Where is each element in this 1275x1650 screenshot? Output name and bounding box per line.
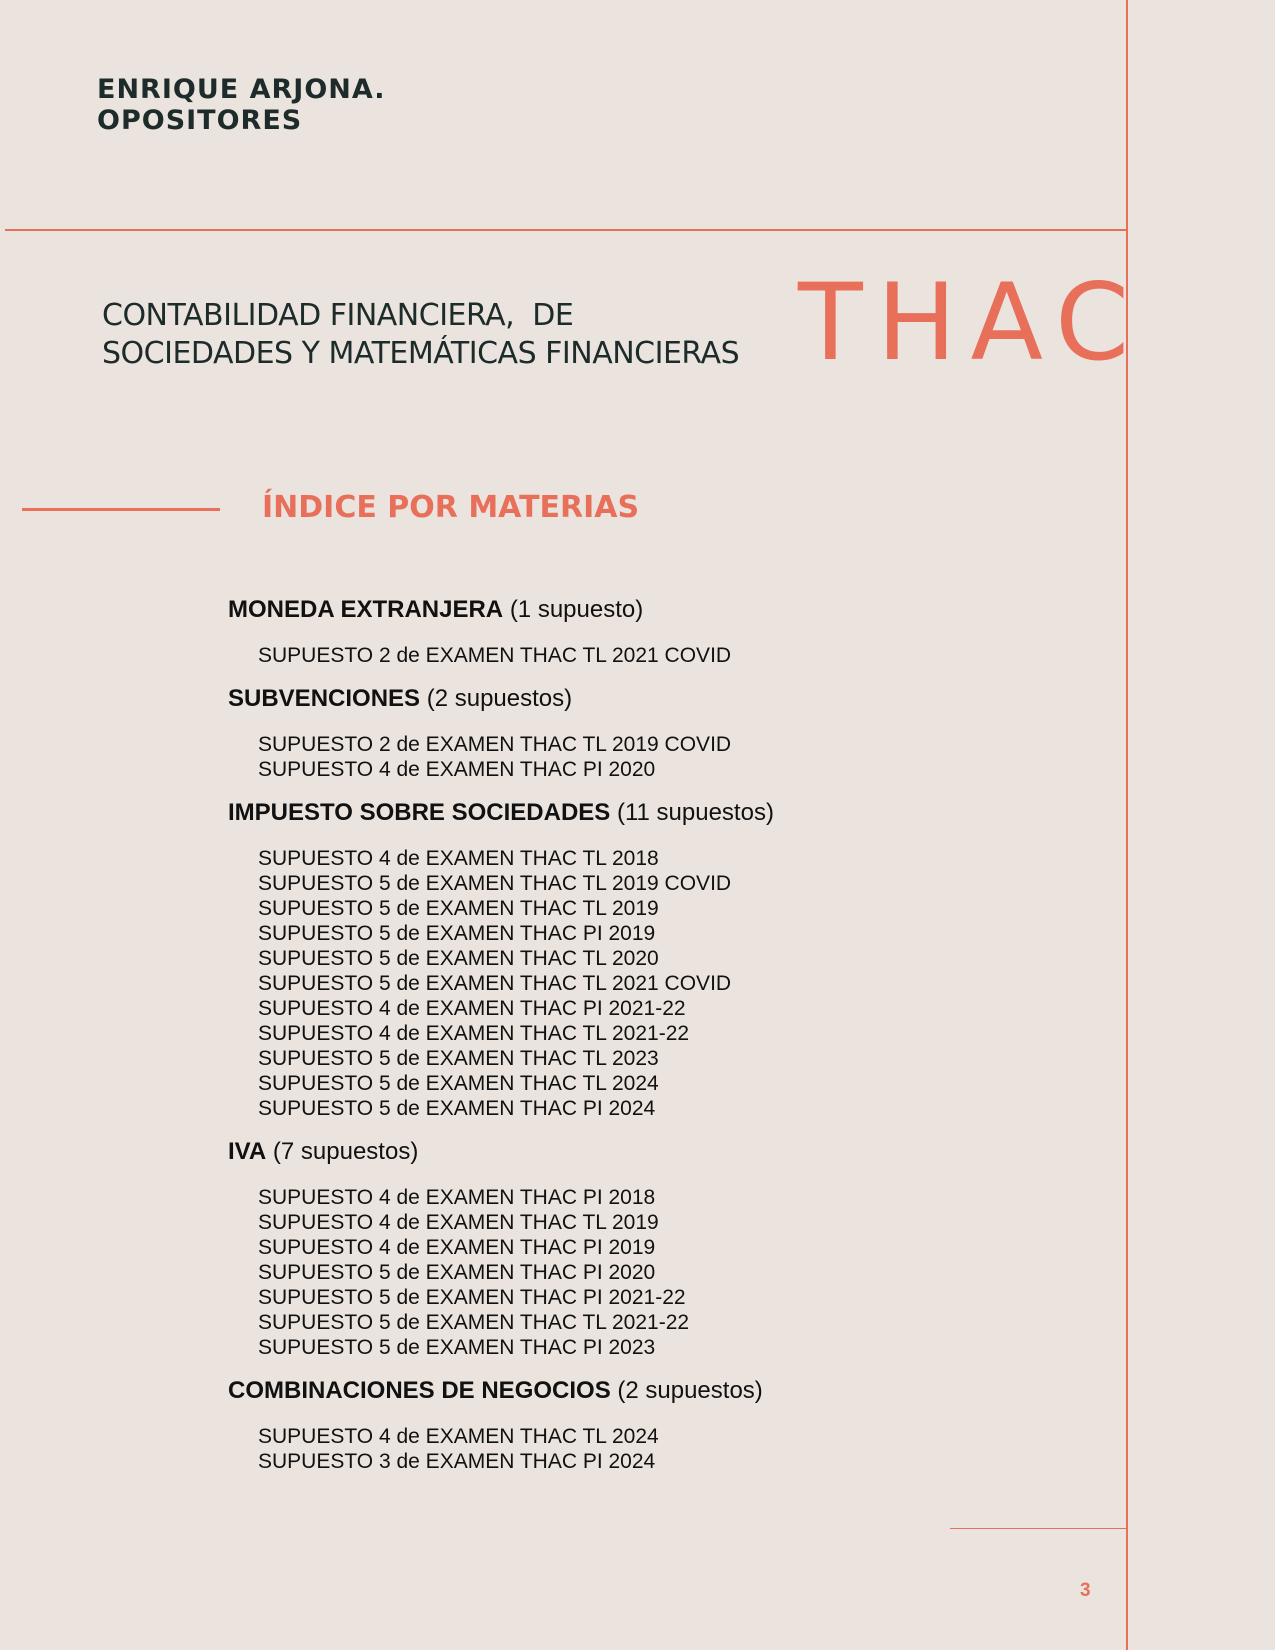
index-section	[228, 593, 1108, 668]
index-entry: SUPUESTO 3 de EXAMEN THAC PI 2024	[258, 1450, 656, 1473]
index-entry: SUPUESTO 4 de EXAMEN THAC PI 2019	[258, 1236, 656, 1259]
index-entry: SUPUESTO 5 de EXAMEN THAC TL 2021-22	[258, 1311, 690, 1334]
section-heading	[228, 593, 1108, 627]
index-entry: SUPUESTO 4 de EXAMEN THAC PI 2018	[258, 1186, 656, 1209]
page-number: 3	[1080, 1580, 1091, 1601]
index-section	[228, 682, 1108, 782]
index-entry: SUPUESTO 5 de EXAMEN THAC PI 2024	[258, 1097, 656, 1120]
section-name: COMBINACIONES DE NEGOCIOS	[228, 1377, 611, 1404]
index-section	[228, 796, 1108, 1121]
index-entry: SUPUESTO 5 de EXAMEN THAC PI 2020	[258, 1261, 656, 1284]
footer-divider	[950, 1528, 1126, 1529]
section-count: (2 supuestos)	[426, 685, 573, 712]
index-entry: SUPUESTO 2 de EXAMEN THAC TL 2019 COVID	[258, 733, 732, 756]
index-title: ÍNDICE POR MATERIAS	[262, 490, 640, 525]
index-entry: SUPUESTO 4 de EXAMEN THAC TL 2019	[258, 1211, 659, 1234]
section-name: MONEDA EXTRANJERA	[228, 596, 504, 623]
index-entry: SUPUESTO 2 de EXAMEN THAC TL 2021 COVID	[258, 644, 732, 667]
index-entry: SUPUESTO 5 de EXAMEN THAC PI 2021-22	[258, 1286, 686, 1309]
index-entry: SUPUESTO 5 de EXAMEN THAC TL 2020	[258, 947, 659, 970]
section-heading	[228, 1374, 1108, 1408]
index-entry: SUPUESTO 4 de EXAMEN THAC TL 2021-22	[258, 1022, 690, 1045]
index-title-rule	[22, 508, 220, 511]
index-entry: SUPUESTO 5 de EXAMEN THAC PI 2023	[258, 1336, 656, 1359]
index-entry: SUPUESTO 5 de EXAMEN THAC TL 2024	[258, 1072, 659, 1095]
section-heading	[228, 682, 1108, 716]
index-entry: SUPUESTO 5 de EXAMEN THAC PI 2019	[258, 922, 656, 945]
index-entry: SUPUESTO 5 de EXAMEN THAC TL 2023	[258, 1047, 659, 1070]
index-entry: SUPUESTO 4 de EXAMEN THAC TL 2024	[258, 1425, 659, 1448]
section-name: IVA	[228, 1138, 267, 1165]
header-divider	[5, 229, 1127, 231]
index-section	[228, 1135, 1108, 1360]
index-entry: SUPUESTO 5 de EXAMEN THAC TL 2019 COVID	[258, 872, 732, 895]
index-section	[228, 1374, 1108, 1474]
index-entry: SUPUESTO 5 de EXAMEN THAC TL 2021 COVID	[258, 972, 732, 995]
index-entry: SUPUESTO 5 de EXAMEN THAC TL 2019	[258, 897, 659, 920]
index-entry: SUPUESTO 4 de EXAMEN THAC PI 2020	[258, 758, 656, 781]
logo-line-2: OPOSITORES	[97, 105, 303, 136]
right-margin-rule	[1126, 0, 1128, 1650]
section-name: IMPUESTO SOBRE SOCIEDADES	[228, 799, 611, 826]
section-count: (2 supuestos)	[617, 1377, 763, 1404]
subject-title	[102, 297, 802, 373]
section-heading	[228, 796, 1108, 830]
section-count: (11 supuestos)	[616, 799, 774, 826]
logo-line-1: ENRIQUE ARJONA.	[97, 74, 386, 105]
section-count: (1 supuesto)	[509, 596, 644, 623]
index-entry: SUPUESTO 4 de EXAMEN THAC PI 2021-22	[258, 997, 686, 1020]
publisher-logo	[97, 74, 386, 136]
index-sections	[228, 593, 1108, 1488]
subject-line-1: CONTABILIDAD FINANCIERA, DE	[102, 298, 574, 333]
exam-acronym: THAC	[798, 261, 1144, 384]
section-heading	[228, 1135, 1108, 1169]
section-name: SUBVENCIONES	[228, 685, 421, 712]
subject-line-2: SOCIEDADES Y MATEMÁTICAS FINANCIERAS	[102, 336, 740, 371]
index-entry: SUPUESTO 4 de EXAMEN THAC TL 2018	[258, 847, 659, 870]
section-count: (7 supuestos)	[272, 1138, 419, 1165]
